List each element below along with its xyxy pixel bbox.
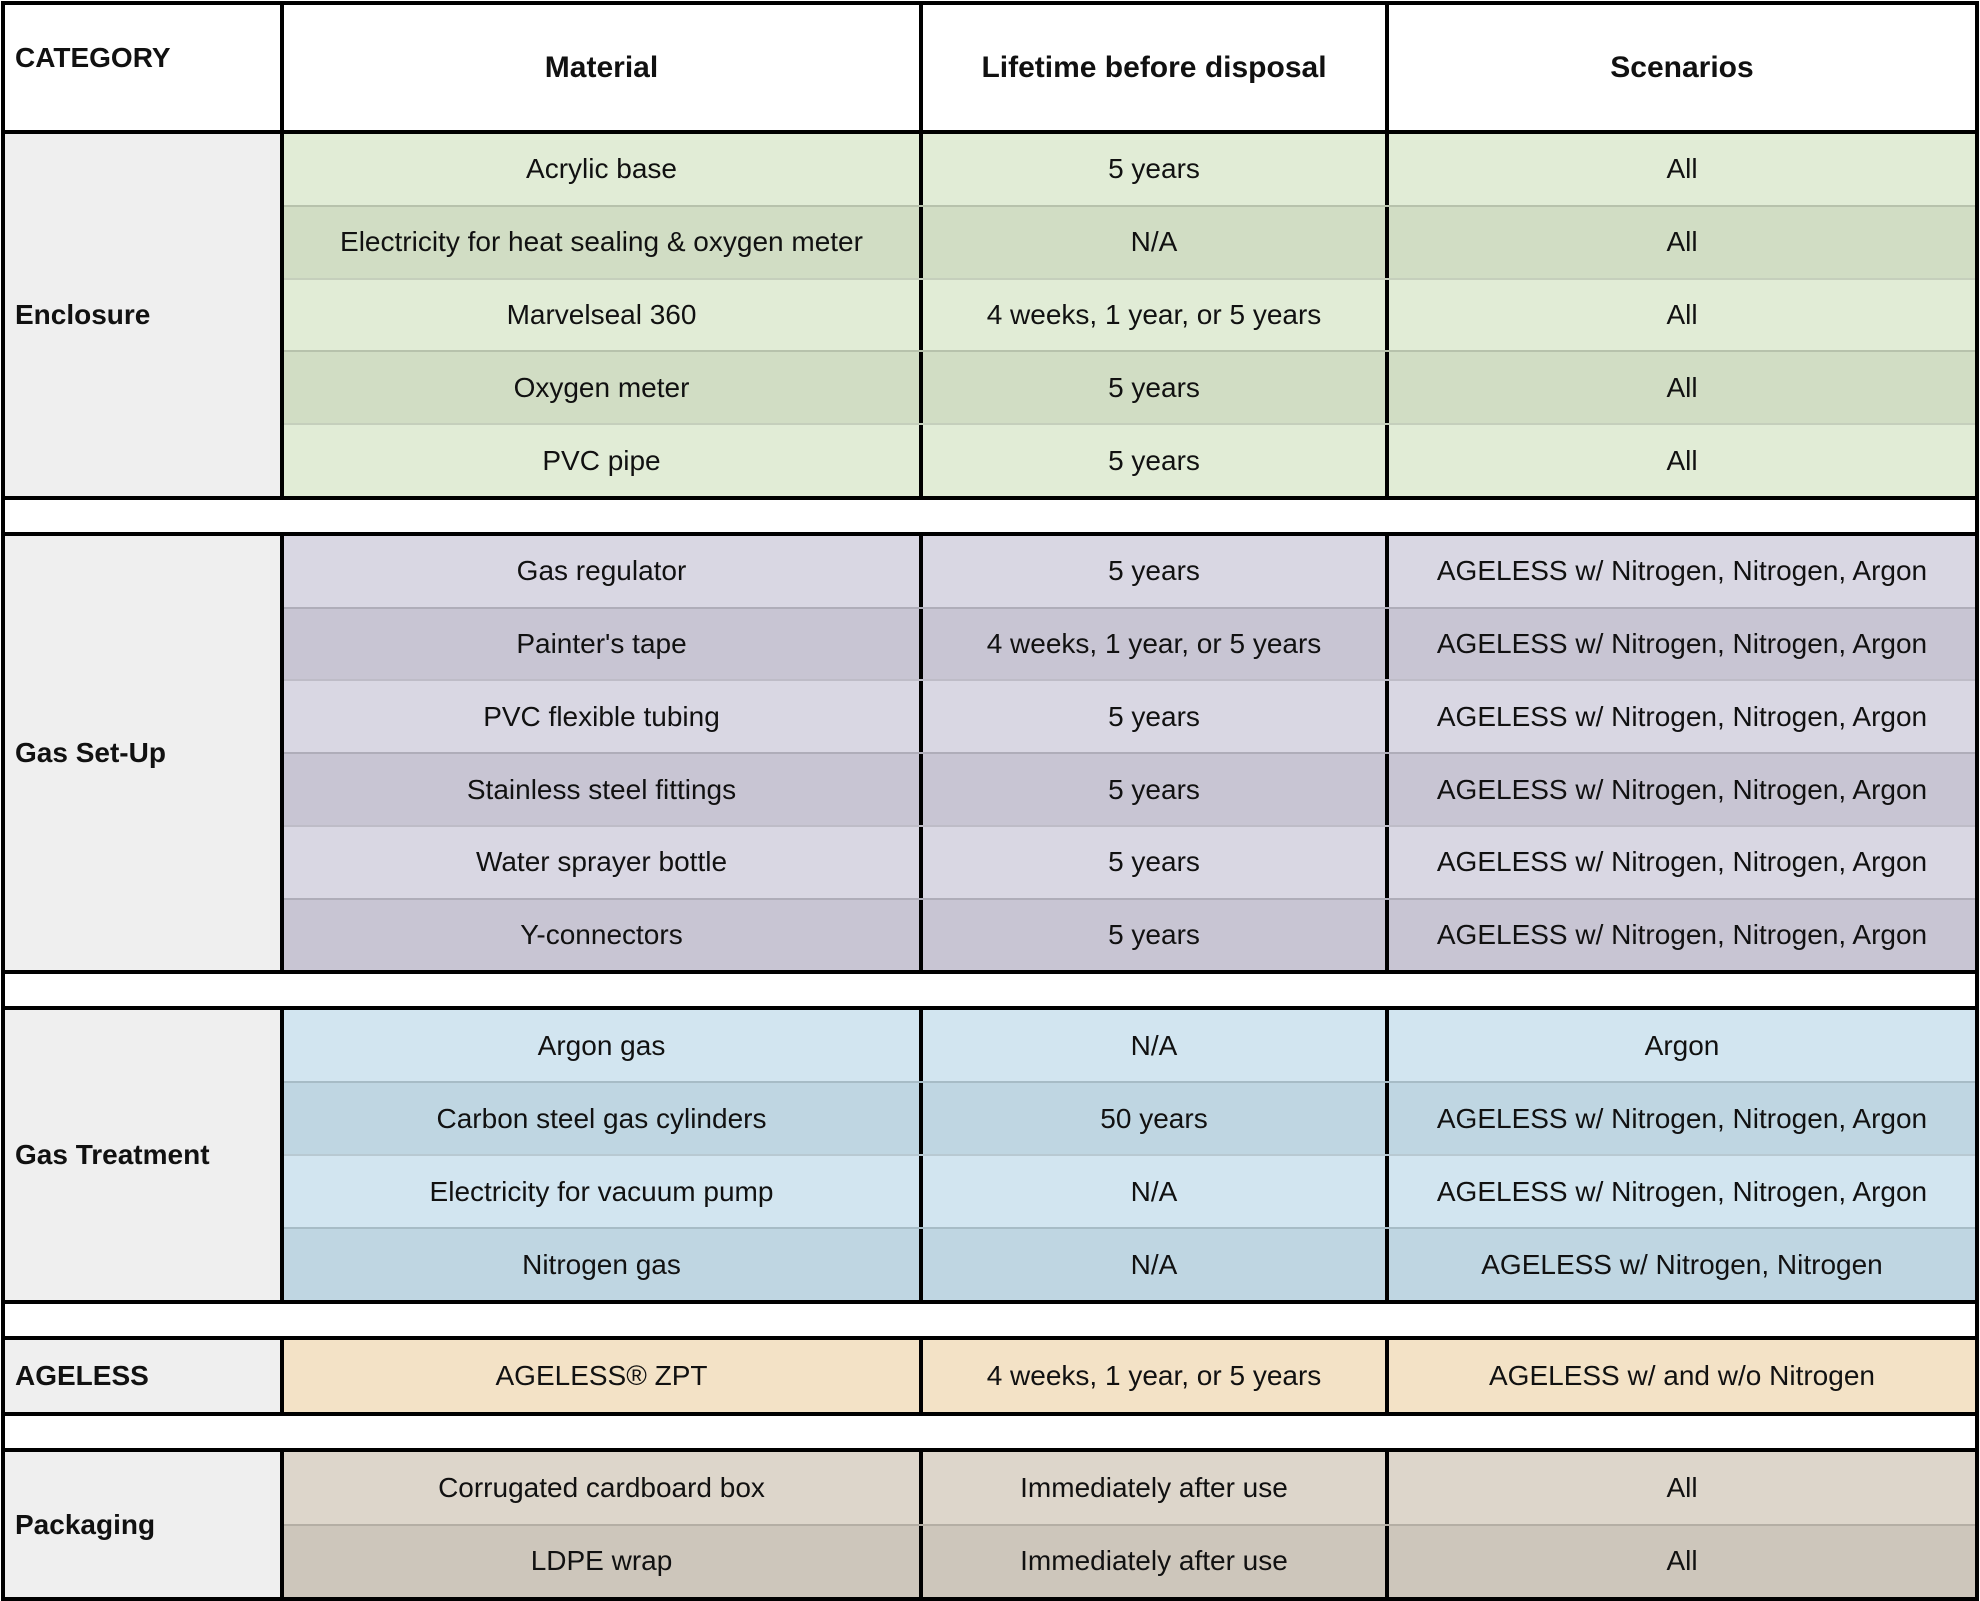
lifetime-cell: 5 years bbox=[923, 754, 1389, 825]
scenarios-cell: AGELESS w/ Nitrogen, Nitrogen, Argon bbox=[1436, 846, 1928, 878]
lifetime-cell: N/A bbox=[923, 1010, 1389, 1081]
table-row bbox=[284, 679, 1975, 752]
lifetime-cell: 5 years bbox=[923, 536, 1389, 607]
material-cell: Oxygen meter bbox=[284, 352, 923, 423]
material-cell: PVC flexible tubing bbox=[284, 681, 923, 752]
material-cell: Stainless steel fittings bbox=[284, 754, 923, 825]
scenarios-cell: AGELESS w/ Nitrogen, Nitrogen, Argon bbox=[1436, 1175, 1928, 1207]
lifetime-cell: N/A bbox=[923, 1156, 1389, 1227]
materials-table bbox=[0, 1, 1980, 1601]
material-cell: Corrugated cardboard box bbox=[284, 1452, 923, 1523]
scenarios-cell: All bbox=[1666, 371, 1698, 403]
table-row bbox=[284, 536, 1975, 607]
lifetime-cell: 5 years bbox=[923, 827, 1389, 898]
header-lifetime: Lifetime before disposal bbox=[923, 5, 1389, 130]
section-gas-set-up bbox=[1, 532, 1979, 974]
material-cell: Painter's tape bbox=[284, 609, 923, 680]
table-row bbox=[284, 1340, 1975, 1412]
scenarios-cell: AGELESS w/ Nitrogen, Nitrogen, Argon bbox=[1436, 555, 1928, 587]
table-row bbox=[284, 278, 1975, 351]
lifetime-cell: 5 years bbox=[923, 681, 1389, 752]
section-spacer bbox=[1, 970, 1979, 1010]
scenarios-cell: All bbox=[1666, 1472, 1698, 1504]
scenarios-cell: AGELESS w/ Nitrogen, Nitrogen, Argon bbox=[1436, 1102, 1928, 1134]
scenarios-cell: All bbox=[1666, 444, 1698, 476]
table-row bbox=[284, 1010, 1975, 1081]
lifetime-cell: 4 weeks, 1 year, or 5 years bbox=[923, 609, 1389, 680]
lifetime-cell: N/A bbox=[923, 1229, 1389, 1300]
table-row bbox=[284, 1081, 1975, 1154]
section-ageless bbox=[1, 1336, 1979, 1416]
table-row bbox=[284, 1524, 1975, 1597]
table-row bbox=[284, 898, 1975, 971]
scenarios-cell: All bbox=[1666, 226, 1698, 258]
material-cell: Electricity for heat sealing & oxygen meter bbox=[284, 207, 923, 278]
material-cell: AGELESS® ZPT bbox=[284, 1340, 923, 1412]
header-material: Material bbox=[284, 5, 923, 130]
scenarios-cell: All bbox=[1666, 1545, 1698, 1577]
table-row bbox=[284, 607, 1975, 680]
material-cell: Argon gas bbox=[284, 1010, 923, 1081]
table-header bbox=[1, 1, 1979, 134]
lifetime-cell: 5 years bbox=[923, 352, 1389, 423]
material-cell: Electricity for vacuum pump bbox=[284, 1156, 923, 1227]
lifetime-cell: 5 years bbox=[923, 900, 1389, 971]
scenarios-cell: AGELESS w/ Nitrogen, Nitrogen, Argon bbox=[1436, 773, 1928, 805]
scenarios-cell: AGELESS w/ and w/o Nitrogen bbox=[1489, 1360, 1875, 1392]
category-label: Packaging bbox=[5, 1452, 284, 1597]
table-row bbox=[284, 752, 1975, 825]
table-row bbox=[284, 423, 1975, 496]
section-spacer bbox=[1, 1412, 1979, 1452]
lifetime-cell: 5 years bbox=[923, 134, 1389, 205]
section-spacer bbox=[1, 496, 1979, 536]
material-cell: Water sprayer bottle bbox=[284, 827, 923, 898]
category-label: Gas Treatment bbox=[5, 1010, 284, 1300]
material-cell: LDPE wrap bbox=[284, 1526, 923, 1597]
category-label: Gas Set-Up bbox=[5, 536, 284, 970]
material-cell: Marvelseal 360 bbox=[284, 280, 923, 351]
section-packaging bbox=[1, 1448, 1979, 1601]
table-row bbox=[284, 1452, 1975, 1523]
lifetime-cell: Immediately after use bbox=[923, 1526, 1389, 1597]
scenarios-cell: AGELESS w/ Nitrogen, Nitrogen, Argon bbox=[1436, 919, 1928, 951]
material-cell: Gas regulator bbox=[284, 536, 923, 607]
table-row bbox=[284, 1154, 1975, 1227]
lifetime-cell: N/A bbox=[923, 207, 1389, 278]
lifetime-cell: 4 weeks, 1 year, or 5 years bbox=[923, 1340, 1389, 1412]
table-row bbox=[284, 1227, 1975, 1300]
material-cell: PVC pipe bbox=[284, 425, 923, 496]
material-cell: Acrylic base bbox=[284, 134, 923, 205]
scenarios-cell: AGELESS w/ Nitrogen, Nitrogen, Argon bbox=[1436, 628, 1928, 660]
category-label: Enclosure bbox=[5, 134, 284, 496]
scenarios-cell: AGELESS w/ Nitrogen, Nitrogen bbox=[1481, 1248, 1883, 1280]
section-enclosure bbox=[1, 134, 1979, 500]
header-scenarios: Scenarios bbox=[1610, 50, 1754, 84]
scenarios-cell: All bbox=[1666, 153, 1698, 185]
material-cell: Carbon steel gas cylinders bbox=[284, 1083, 923, 1154]
table-row bbox=[284, 350, 1975, 423]
section-gas-treatment bbox=[1, 1006, 1979, 1304]
lifetime-cell: 50 years bbox=[923, 1083, 1389, 1154]
header-category: CATEGORY bbox=[5, 5, 284, 130]
lifetime-cell: 4 weeks, 1 year, or 5 years bbox=[923, 280, 1389, 351]
material-cell: Nitrogen gas bbox=[284, 1229, 923, 1300]
section-spacer bbox=[1, 1300, 1979, 1340]
scenarios-cell: All bbox=[1666, 298, 1698, 330]
lifetime-cell: 5 years bbox=[923, 425, 1389, 496]
category-label: AGELESS bbox=[5, 1340, 284, 1412]
scenarios-cell: AGELESS w/ Nitrogen, Nitrogen, Argon bbox=[1436, 700, 1928, 732]
scenarios-cell: Argon bbox=[1644, 1029, 1720, 1061]
table-row bbox=[284, 825, 1975, 898]
lifetime-cell: Immediately after use bbox=[923, 1452, 1389, 1523]
material-cell: Y-connectors bbox=[284, 900, 923, 971]
table-row bbox=[284, 205, 1975, 278]
table-row bbox=[284, 134, 1975, 205]
